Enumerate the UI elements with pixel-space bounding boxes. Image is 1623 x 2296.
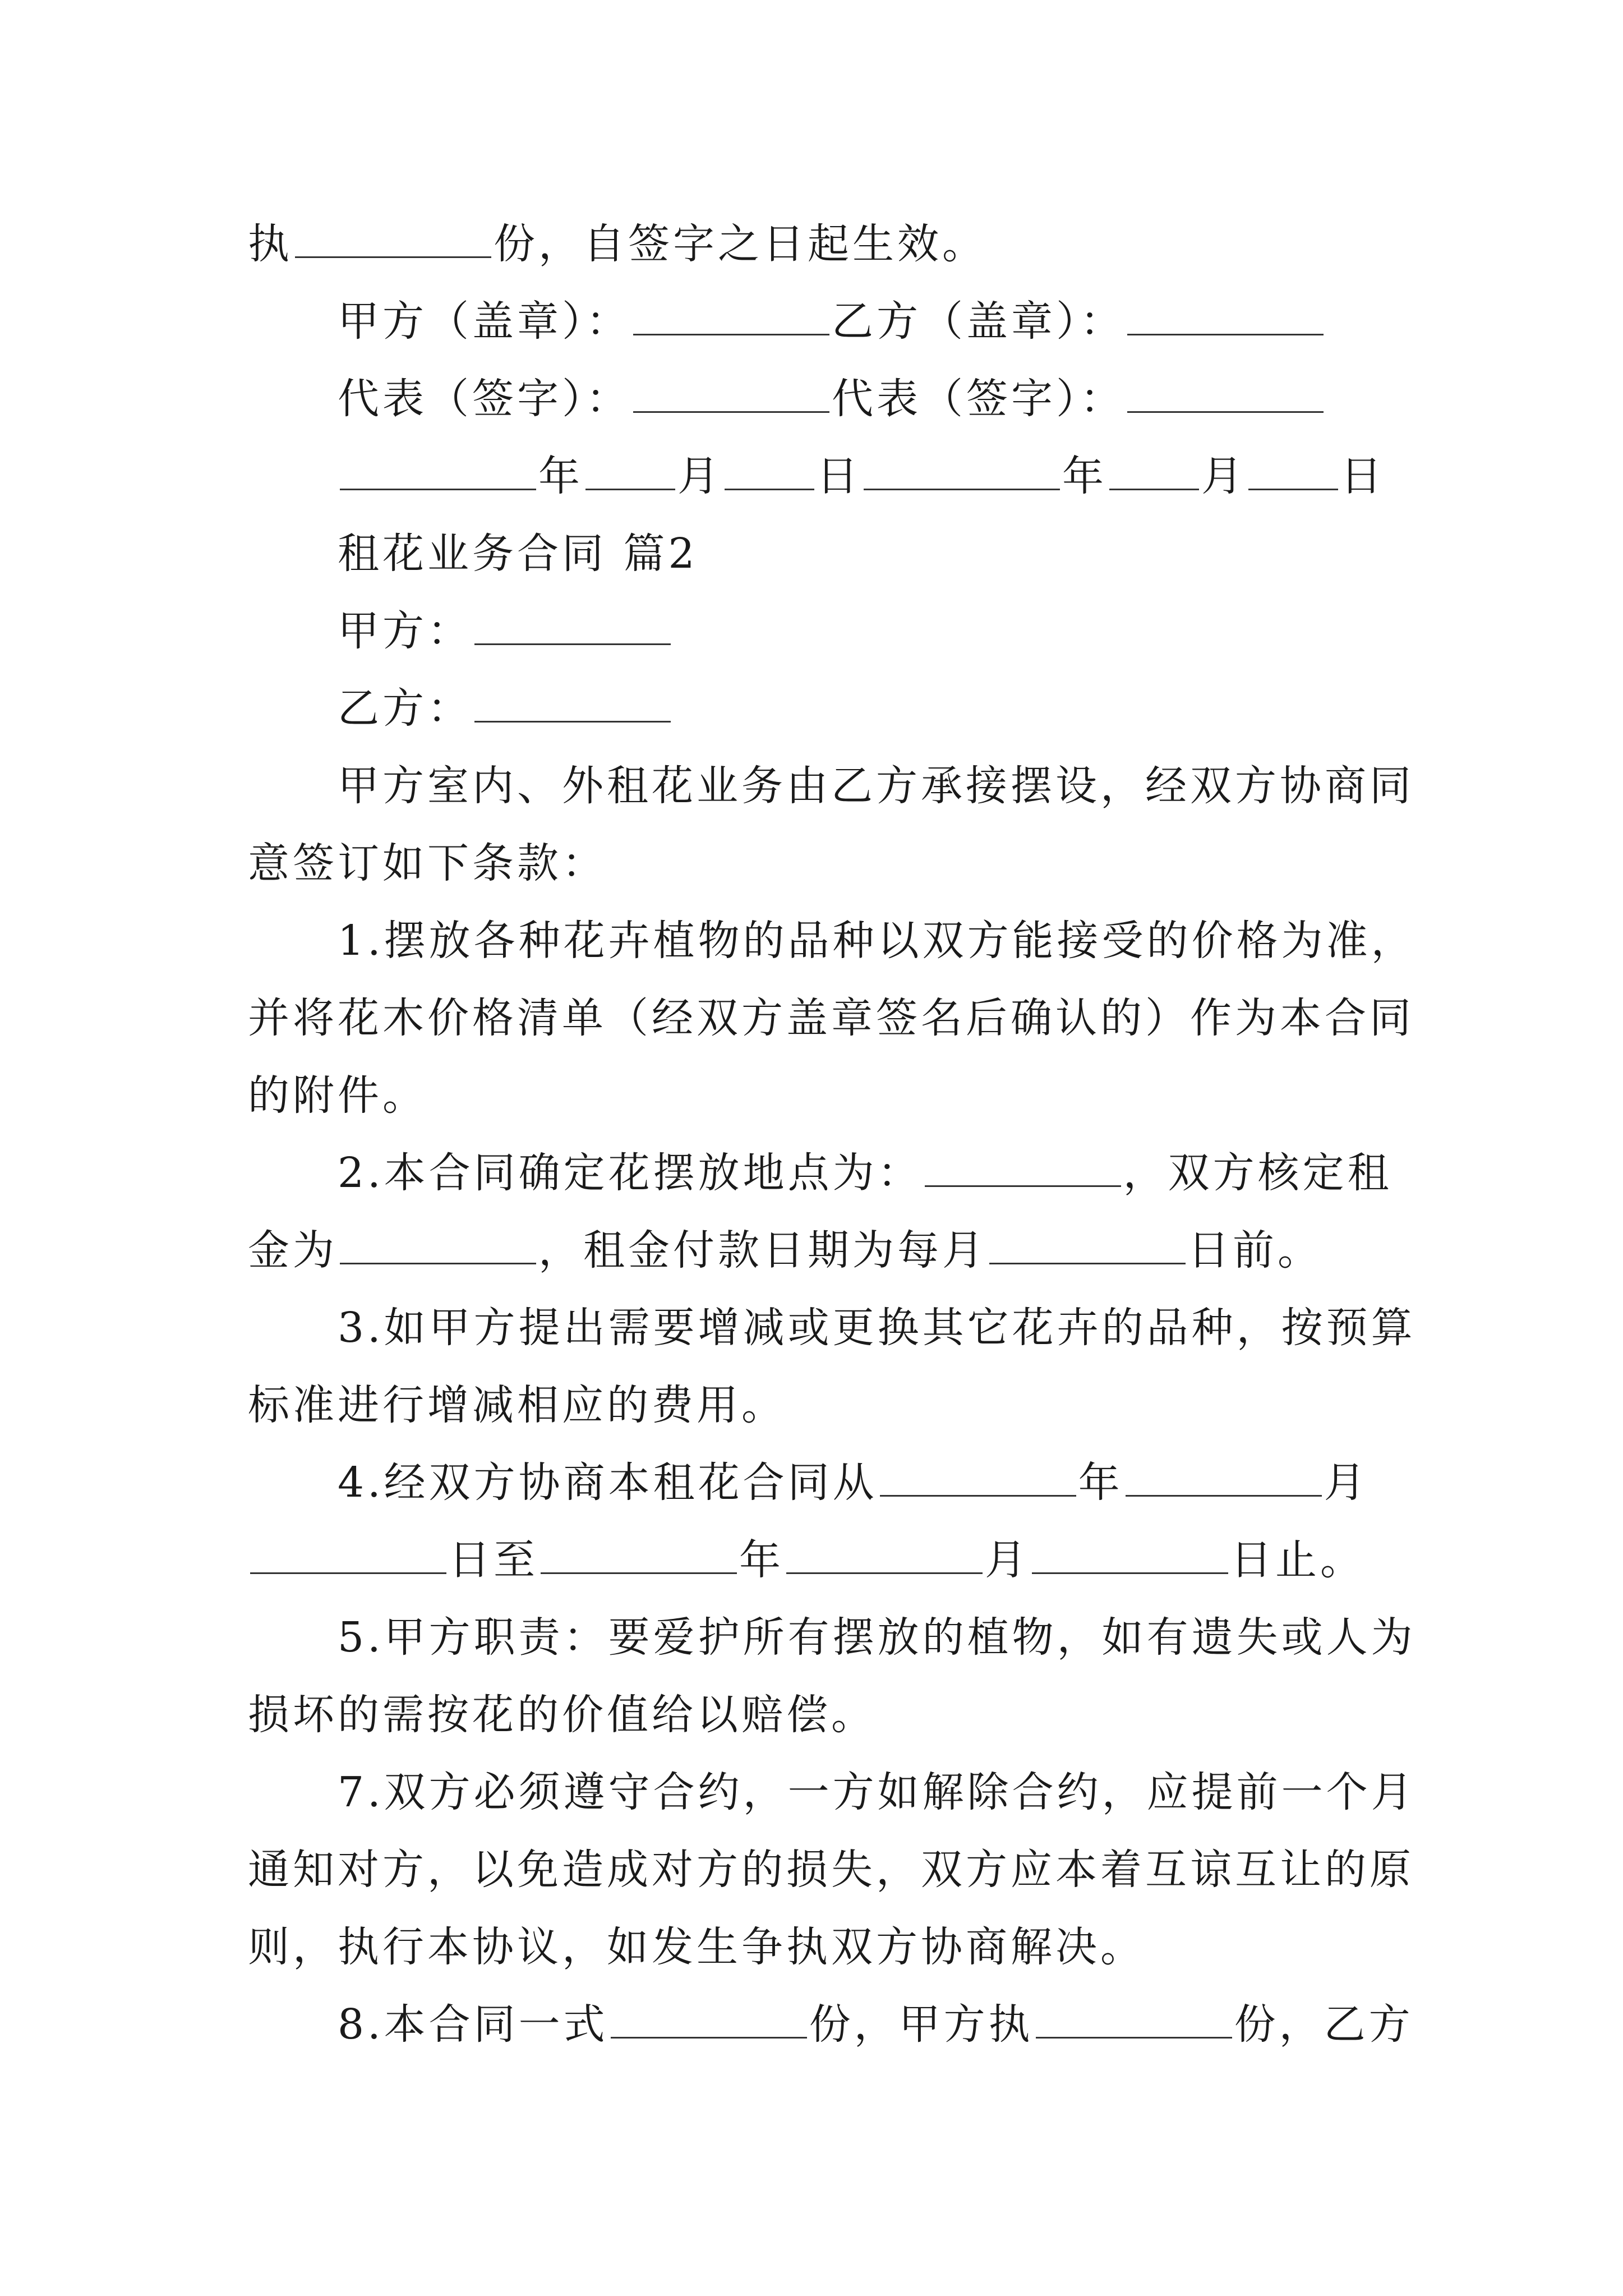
text-line: 意签订如下条款：: [248, 839, 607, 887]
blank-field: [989, 1223, 1186, 1264]
blank-field: [611, 1998, 807, 2039]
text-line: 4.经双方协商本租花合同从 年 月: [338, 1452, 1387, 1513]
blank-field: [474, 682, 671, 723]
blank-field: [585, 449, 675, 490]
blank-field: [1248, 449, 1338, 490]
text-line: 代表（签字）： 代表（签字）：: [338, 368, 1387, 430]
text-line: 执 份，自签字之日起生效。: [248, 213, 1387, 275]
text-line: 的附件。: [248, 1071, 427, 1120]
blank-field: [1126, 1456, 1322, 1497]
blank-field: [1032, 1533, 1228, 1574]
blank-field: [786, 1533, 983, 1574]
blank-field: [295, 217, 491, 258]
text-line: 乙方：: [338, 678, 1387, 739]
text-line: 金为 ，租金付款日期为每月 日前。: [248, 1220, 1387, 1281]
blank-field: [633, 295, 829, 335]
blank-field: [1109, 449, 1199, 490]
blank-field: [1127, 372, 1324, 413]
blank-field: [541, 1533, 737, 1574]
blank-field: [474, 604, 671, 645]
text-line: 2.本合同确定花摆放地点为： ，双方核定租: [338, 1142, 1387, 1204]
text-line: 并将花木价格清单（经双方盖章签名后确认的）作为本合同: [248, 994, 1414, 1042]
blank-field: [340, 449, 536, 490]
blank-field: [340, 1223, 536, 1264]
blank-field: [250, 1533, 446, 1574]
blank-field: [925, 1146, 1121, 1187]
blank-field: [1036, 1998, 1232, 2039]
text-line: 8.本合同一式 份，甲方执 份，乙方: [338, 1994, 1387, 2055]
text-line: 5.甲方职责：要爱护所有摆放的植物，如有遗失或人为: [338, 1613, 1416, 1662]
blank-field: [880, 1456, 1076, 1497]
text-line: 则，执行本协议，如发生争执双方协商解决。: [248, 1923, 1145, 1971]
text-line: 通知对方，以免造成对方的损失，双方应本着互谅互让的原: [248, 1846, 1414, 1894]
text-line: 标准进行增减相应的费用。: [248, 1381, 786, 1429]
blank-field: [633, 372, 829, 413]
blank-field: [1127, 295, 1324, 335]
date-line: 年 月 日 年 月 日: [338, 445, 1387, 507]
text-line: 甲方：: [338, 600, 1387, 662]
text-line: 日至 年 月 日止。: [248, 1529, 1387, 1591]
text-line: 1.摆放各种花卉植物的品种以双方能接受的价格为准，: [338, 917, 1416, 965]
section-heading: 租花业务合同 篇2: [338, 530, 698, 578]
blank-field: [725, 449, 814, 490]
text-line: 甲方（盖章）： 乙方（盖章）：: [338, 291, 1387, 352]
blank-field: [864, 449, 1060, 490]
text-line: 甲方室内、外租花业务由乙方承接摆设，经双方协商同: [338, 762, 1414, 810]
text-line: 损坏的需按花的价值给以赔偿。: [248, 1691, 876, 1739]
text-line: 7.双方必须遵守合约，一方如解除合约，应提前一个月: [338, 1768, 1416, 1816]
text-line: 3.如甲方提出需要增减或更换其它花卉的品种，按预算: [338, 1304, 1416, 1352]
